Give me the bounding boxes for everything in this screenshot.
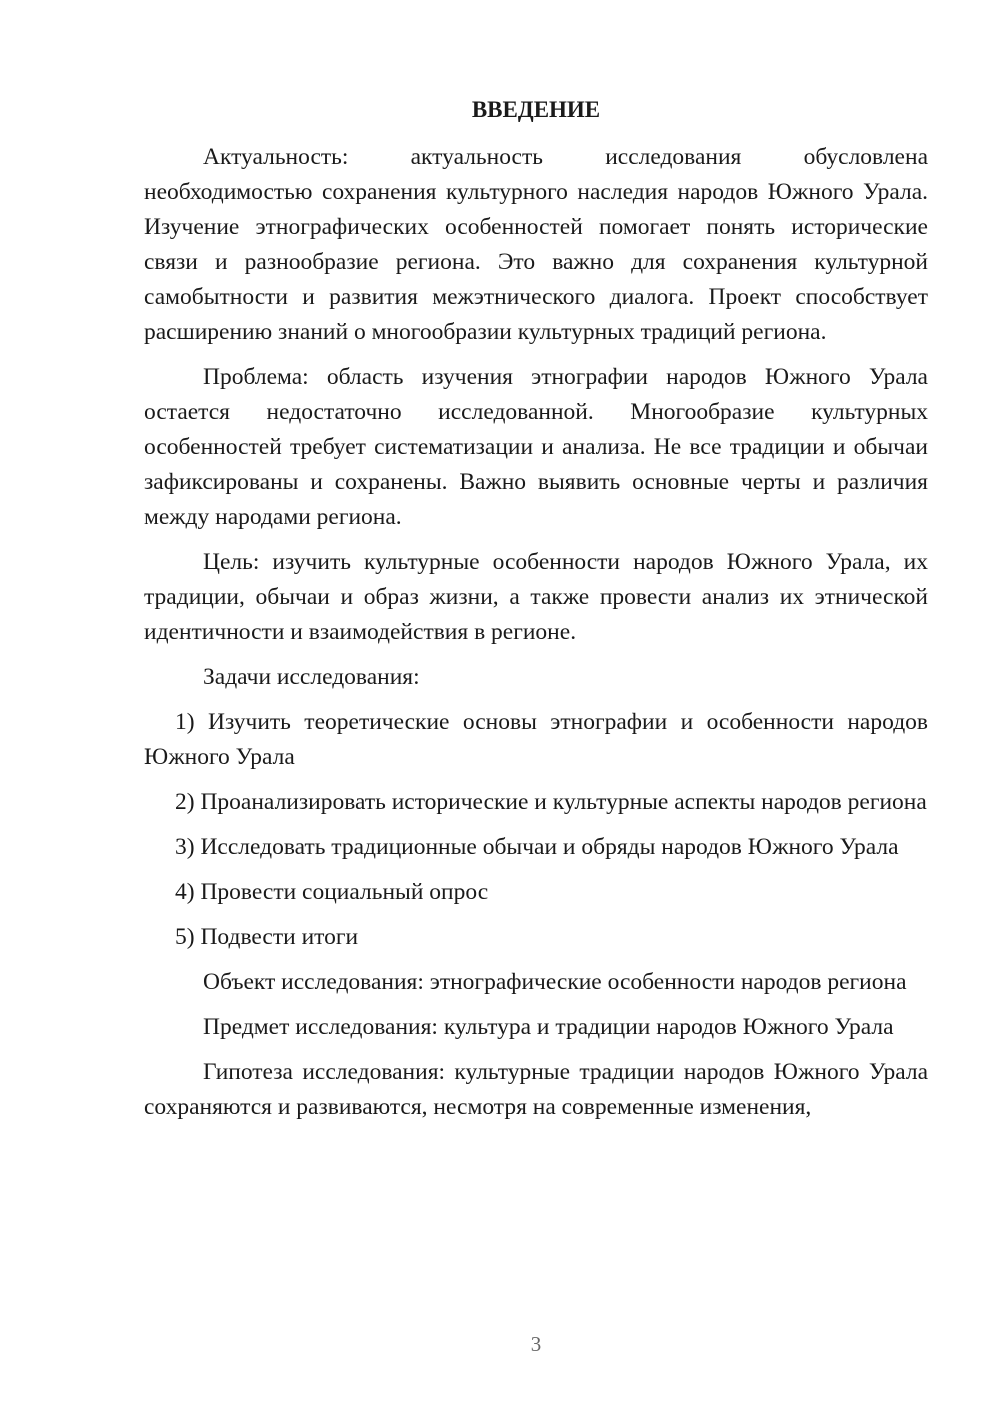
task-item-5: 5) Подвести итоги xyxy=(175,924,359,950)
subject-paragraph: Предмет исследования: культура и традиции народов Южного Урала xyxy=(203,1014,894,1040)
task-item-2: 2) Проанализировать исторические и культурные аспекты народов региона xyxy=(175,789,927,815)
page-content xyxy=(144,94,928,1135)
section-title: ВВЕДЕНИЕ xyxy=(471,97,601,122)
tasks-heading: Задачи исследования: xyxy=(203,664,420,690)
hypothesis-paragraph: Гипотеза исследования: культурные традиции народов Южного Урала сохраняются и развиваются, несмотря на современные изменения, xyxy=(144,1059,928,1120)
task-item-1: 1) Изучить теоретические основы этнографии и особенности народов Южного Урала xyxy=(144,709,928,770)
task-item-3: 3) Исследовать традиционные обычаи и обряды народов Южного Урала xyxy=(175,834,899,860)
relevance-paragraph: Актуальность: актуальность исследования обусловлена необходимостью сохранения культурного наследия народов Южного Урала. Изучение этнографических особенностей помогает понять исторические связи и разнообразие региона. Это важно для сохранения культурной самобытности и развития межэтнического диалога. Проект способствует расширению знаний о многообразии культурных традиций региона. xyxy=(144,144,928,345)
page-number: 3 xyxy=(530,1332,542,1356)
goal-paragraph: Цель: изучить культурные особенности народов Южного Урала, их традиции, обычаи и образ жизни, а также провести анализ их этнической идентичности и взаимодействия в регионе. xyxy=(144,549,928,645)
object-paragraph: Объект исследования: этнографические особенности народов региона xyxy=(203,969,907,995)
problem-paragraph: Проблема: область изучения этнографии народов Южного Урала остается недостаточно исследованной. Многообразие культурных особенностей требует систематизации и анализа. Не все традиции и обычаи зафиксированы и сохранены. Важно выявить основные черты и различия между народами региона. xyxy=(144,364,928,530)
task-item-4: 4) Провести социальный опрос xyxy=(175,879,489,905)
